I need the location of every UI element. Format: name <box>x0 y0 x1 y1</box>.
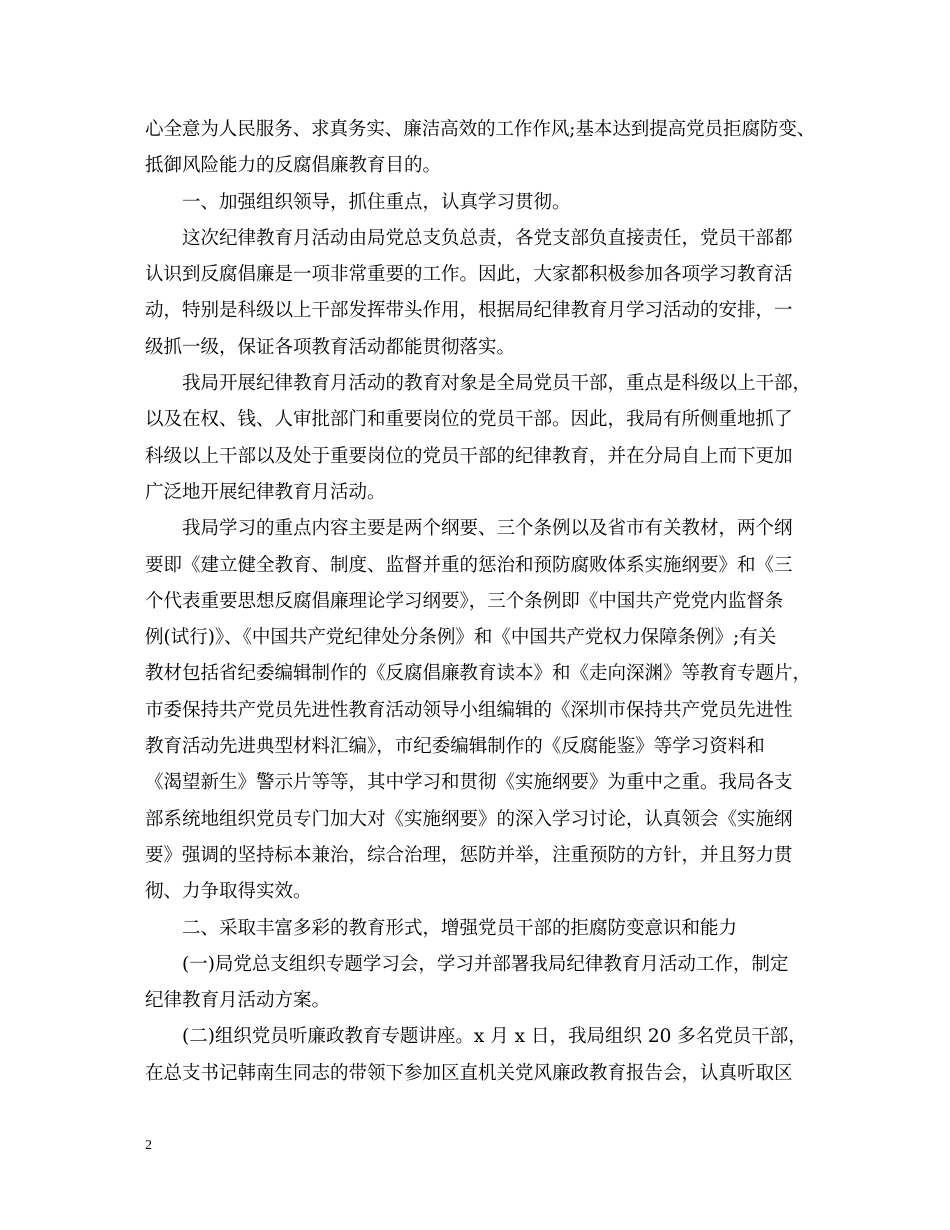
text-line: 个代表重要思想反腐倡廉理论学习纲要》，三个条例即《中国共产党党内监督条 <box>145 590 784 612</box>
page-number: 2 <box>145 1138 152 1153</box>
text-line: 例(试行)》、《中国共产党纪律处分条例》和《中国共产党权力保障条例》;有关 <box>145 627 777 649</box>
text-line: 我局开展纪律教育月活动的教育对象是全局党员干部，重点是科级以上干部， <box>182 373 812 395</box>
text-line: 要》强调的坚持标本兼治，综合治理，惩防并举，注重预防的方针，并且努力贯 <box>145 844 793 866</box>
text-line: 《渴望新生》警示片等等，其中学习和贯彻《实施纲要》为重中之重。我局各支 <box>145 772 793 794</box>
text-line: 市委保持共产党员先进性教育活动领导小组编辑的《深圳市保持共产党员先进性 <box>145 699 793 721</box>
text-line: 这次纪律教育月活动由局党总支负总责，各党支部负直接责任，党员干部都 <box>182 227 793 249</box>
text-line: 动，特别是科级以上干部发挥带头作用，根据局纪律教育月学习活动的安排，一 <box>145 300 793 322</box>
text-line: 要即《建立健全教育、制度、监督并重的惩治和预防腐败体系实施纲要》和《三 <box>145 554 793 576</box>
text-line: 纪律教育月活动方案。 <box>145 990 331 1012</box>
section-heading: 二、采取丰富多彩的教育形式，增强党员干部的拒腐防变意识和能力 <box>182 917 738 939</box>
text-line: (一)局党总支组织专题学习会，学习并部署我局纪律教育月活动工作，制定 <box>182 953 789 975</box>
text-line: 认识到反腐倡廉是一项非常重要的工作。因此，大家都积极参加各项学习教育活 <box>145 264 793 286</box>
text-line: 我局学习的重点内容主要是两个纲要、三个条例以及省市有关教材，两个纲 <box>182 518 793 540</box>
text-line: 部系统地组织党员专门加大对《实施纲要》的深入学习讨论，认真领会《实施纲 <box>145 808 793 830</box>
text-line: 教育活动先进典型材料汇编》，市纪委编辑制作的《反腐能鉴》等学习资料和 <box>145 736 765 758</box>
text-line: 以及在权、钱、人审批部门和重要岗位的党员干部。因此，我局有所侧重地抓了 <box>145 409 793 431</box>
text-line: 级抓一级，保证各项教育活动都能贯彻落实。 <box>145 336 516 358</box>
body-text <box>145 112 815 1092</box>
text-line: 教材包括省纪委编辑制作的《反腐倡廉教育读本》和《走向深渊》等教育专题片， <box>145 663 812 685</box>
section-heading: 一、加强组织领导，抓住重点，认真学习贯彻。 <box>182 191 571 213</box>
text-line: 科级以上干部以及处于重要岗位的党员干部的纪律教育，并在分局自上而下更加 <box>145 445 793 467</box>
text-line: 彻、力争取得实效。 <box>145 881 312 903</box>
text-line: 抵御风险能力的反腐倡廉教育目的。 <box>145 155 442 177</box>
text-line: 广泛地开展纪律教育月活动。 <box>145 481 386 503</box>
text-line: 心全意为人民服务、求真务实、廉洁高效的工作作风;基本达到提高党员拒腐防变、 <box>145 119 816 140</box>
text-line: 在总支书记韩南生同志的带领下参加区直机关党风廉政教育报告会，认真听取区 <box>145 1062 793 1084</box>
text-line: (二)组织党员听廉政教育专题讲座。x 月 x 日，我局组织 20 多名党员干部， <box>182 1026 807 1048</box>
